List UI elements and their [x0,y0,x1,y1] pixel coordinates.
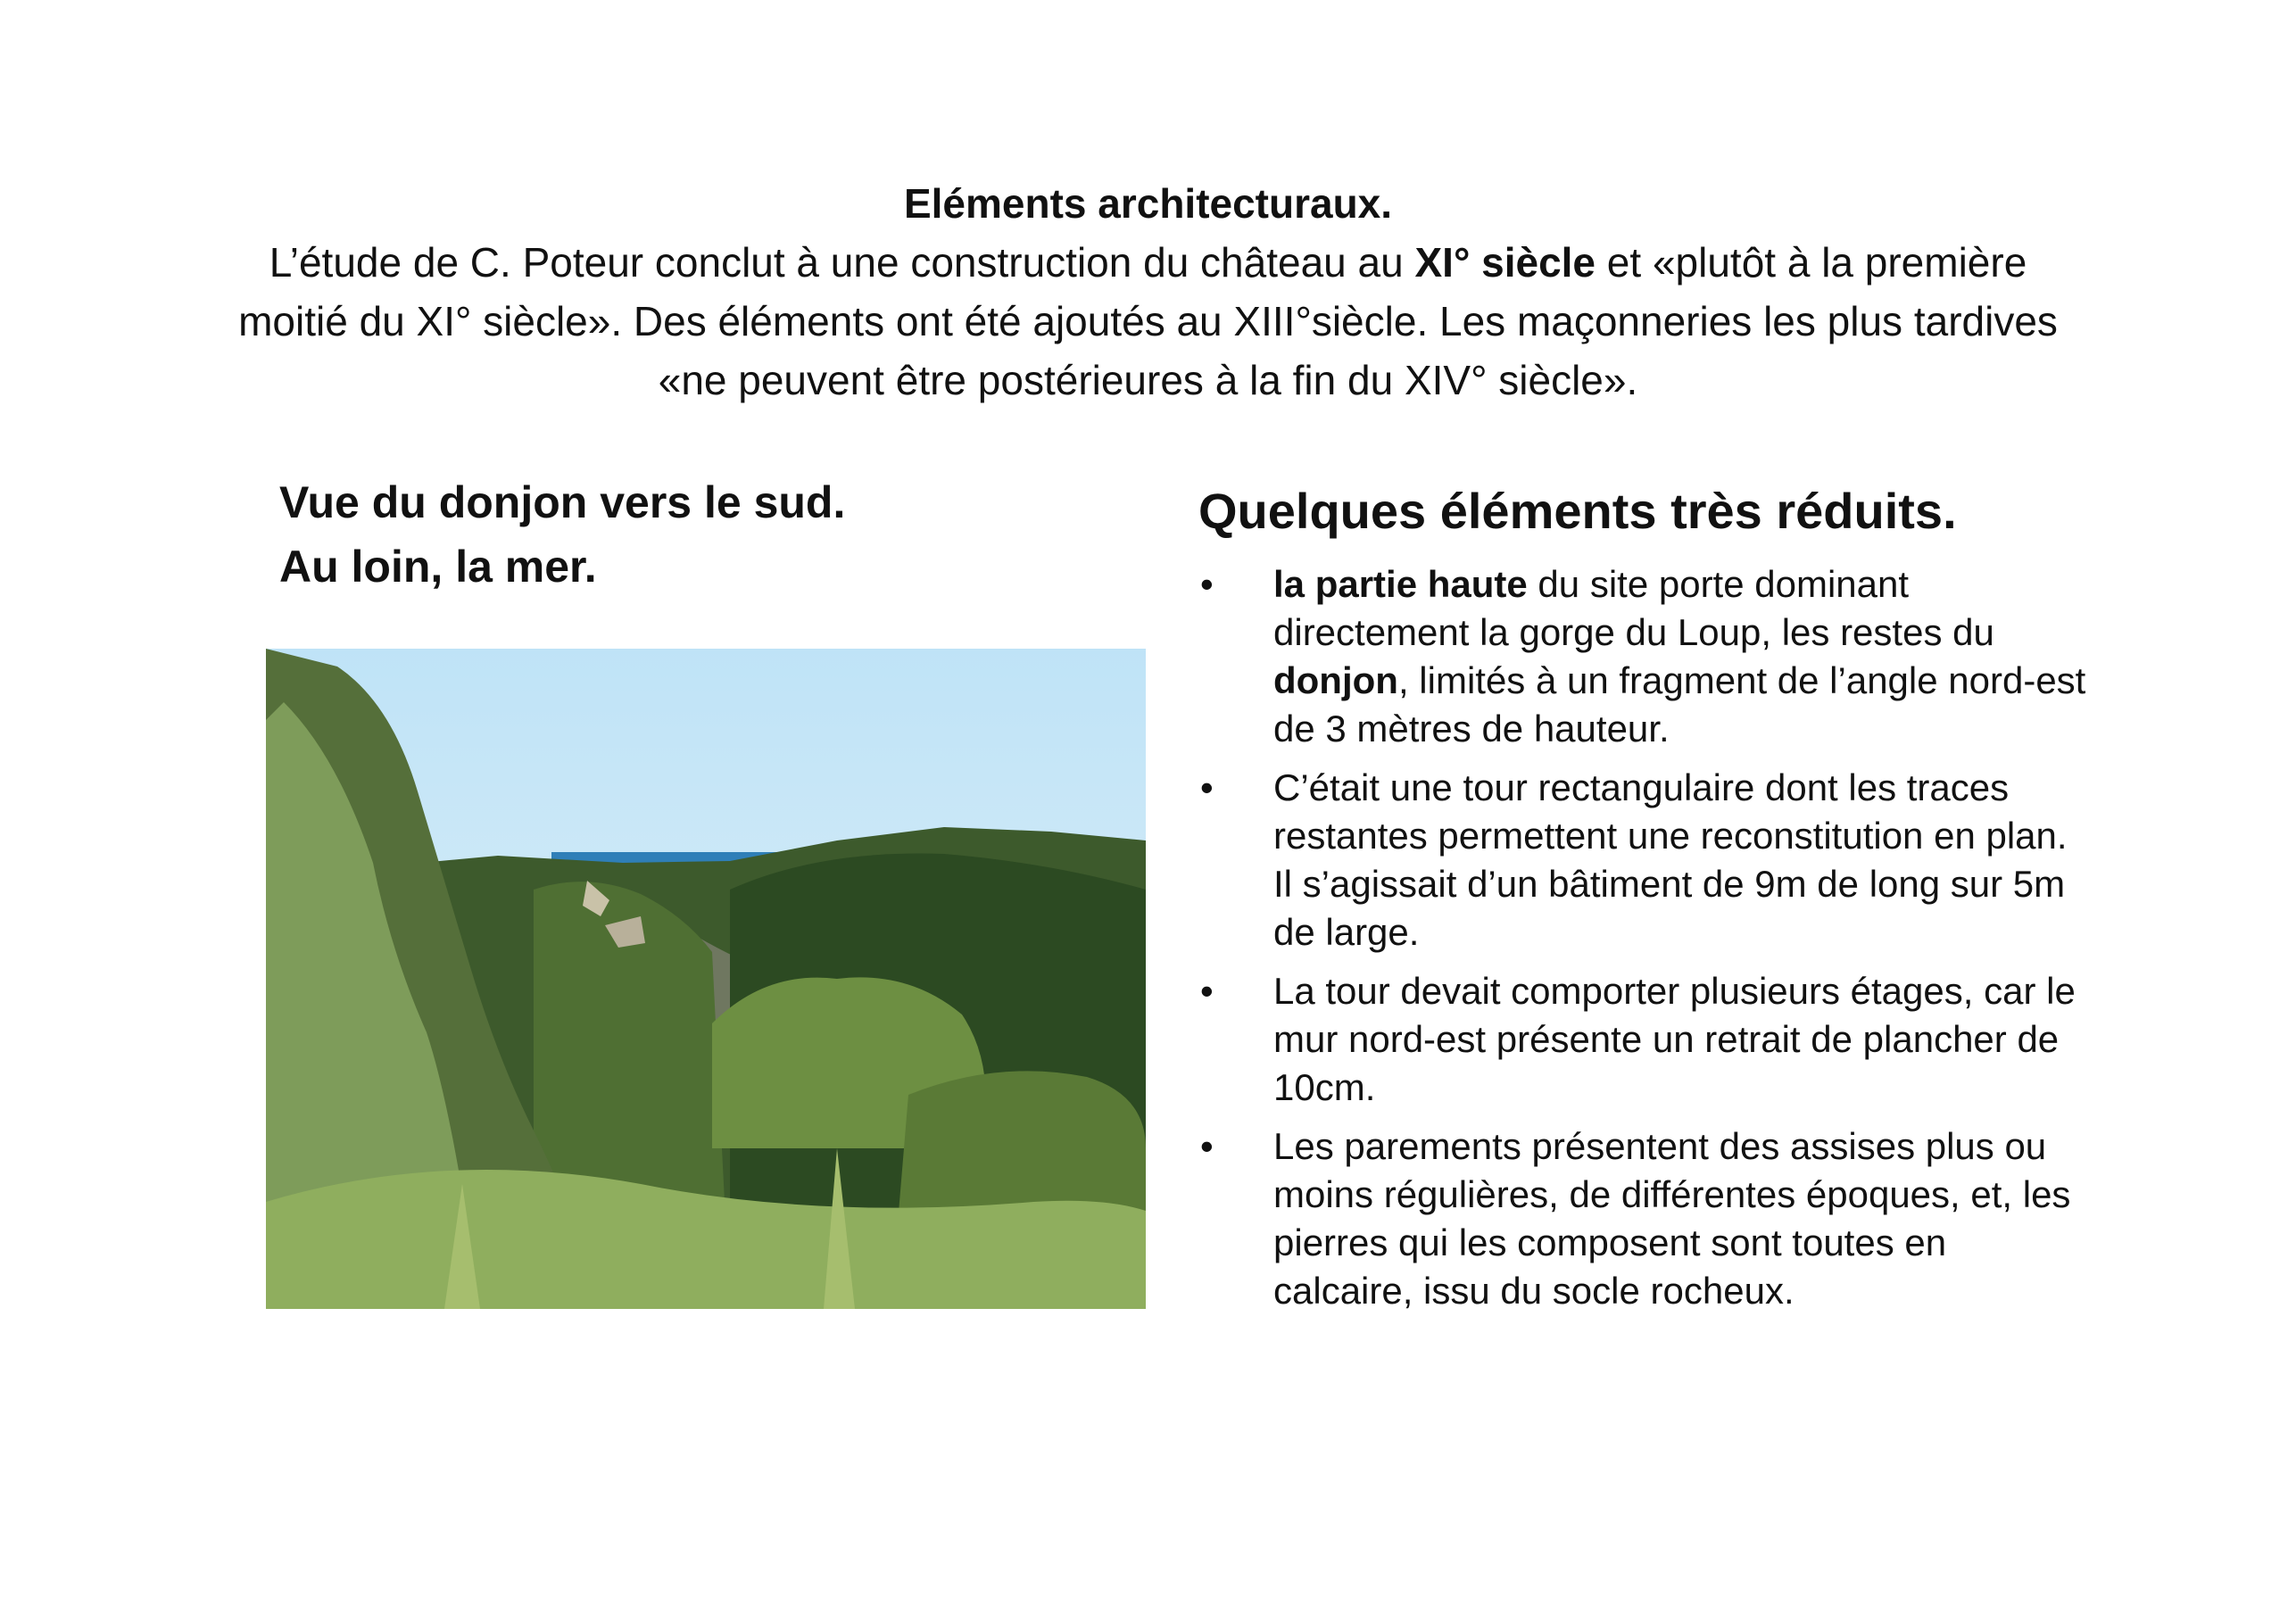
photo-caption-line2: Au loin, la mer. [279,542,597,592]
list-item [1198,764,2091,956]
photo-caption-line1: Vue du donjon vers le sud. [279,477,846,527]
intro-paragraph [223,174,2073,410]
intro-text [223,233,2073,410]
list-item [1198,967,2091,1112]
photo-caption [279,470,1172,599]
intro-text-end: et «plutôt à la première moitié du XI° siècle». Des éléments ont été ajoutés au XIII°siècle. Les maçonneries les plus tardives «ne peuvent être postérieures à la fin du XIV° siècle». [238,239,2058,403]
intro-title: Eléments architecturaux. [903,180,1393,227]
list-item-text: Les parements présentent des assises plus ou moins régulières, de différentes époques, et, les pierres qui les composent sont toutes en calcaire, issu du socle rocheux. [1273,1125,2071,1312]
details-heading: Quelques éléments très réduits. [1198,483,1957,539]
list-item [1198,560,2091,753]
list-item-emphasis: la partie haute [1273,563,1528,605]
intro-text-start: L’étude de C. Poteur conclut à une construction du château au [269,239,1415,286]
bullet-icon: • [1200,1125,1214,1167]
list-item-text: , limités à un fragment de l’angle nord-est de 3 mètres de hauteur. [1273,659,2086,749]
list-item-text: La tour devait comporter plusieurs étages, car le mur nord-est présente un retrait de plancher de 10cm. [1273,970,2076,1108]
bullet-icon: • [1200,766,1214,808]
intro-text-century: XI° siècle [1414,239,1596,286]
valley-view-illustration [266,649,1146,1309]
landscape-photo [266,649,1146,1309]
list-item-text: C’était une tour rectangulaire dont les traces restantes permettent une reconstitution en plan. Il s’agissait d’un bâtiment de 9m de long sur 5m de large. [1273,766,2068,953]
list-item [1198,1122,2091,1315]
list-item-emphasis: donjon [1273,659,1398,701]
list-item-text: du site porte dominant directement la gorge du Loup, les restes du [1273,563,1994,653]
details-list [1198,560,2091,1326]
bullet-icon: • [1200,563,1214,605]
bullet-icon: • [1200,970,1214,1012]
